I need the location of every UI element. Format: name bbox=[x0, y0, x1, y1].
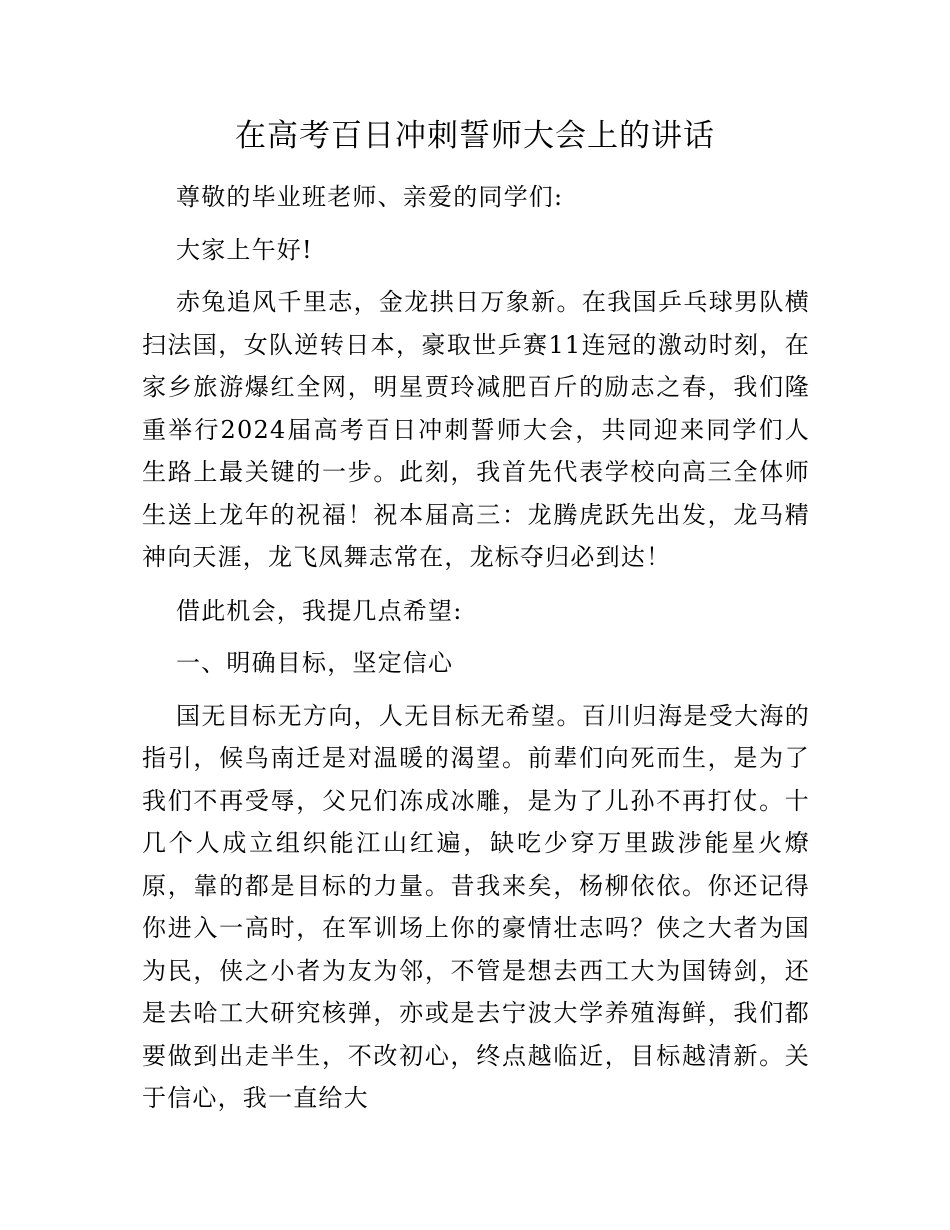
opening-paragraph: 赤兔追风千里志，金龙拱日万象新。在我国乒乓球男队横扫法国，女队逆转日本，豪取世乒赛11连冠的激动时刻，在家乡旅游爆红全网，明星贾玲减肥百斤的励志之春，我们隆重举行2024届高考百日冲刺誓师大会，共同迎来同学们人生路上最关键的一步。此刻，我首先代表学校向高三全体师生送上龙年的祝福！祝本届高三：龙腾虎跃先出发，龙马精神向天涯，龙飞凤舞志常在，龙标夺归必到达！ bbox=[142, 288, 810, 571]
greeting-paragraph: 大家上午好! bbox=[176, 235, 313, 264]
section-heading-1: 一、明确目标，坚定信心 bbox=[176, 649, 454, 677]
document-title: 在高考百日冲刺誓师大会上的讲话 bbox=[235, 118, 715, 154]
salutation-paragraph: 尊敬的毕业班老师、亲爱的同学们: bbox=[176, 183, 564, 211]
transition-paragraph: 借此机会，我提几点希望: bbox=[176, 596, 463, 625]
document-body bbox=[142, 176, 810, 1131]
section-1-paragraph: 国无目标无方向，人无目标无希望。百川归海是受大海的指引，候鸟南迁是对温暖的渴望。前辈们向死而生，是为了我们不再受辱，父兄们冻成冰雕，是为了儿孙不再打仗。十几个人成立组织能江山红遍，缺吃少穿万里跋涉能星火燎原，靠的都是目标的力量。昔我来矣，杨柳依依。你还记得你进入一高时，在军训场上你的豪情壮志吗？侠之大者为国为民，侠之小者为友为邻，不管是想去西工大为国铸剑，还是去哈工大研究核弹，亦或是去宁波大学养殖海鲜，我们都要做到出走半生，不改初心，终点越临近，目标越清新。关于信心，我一直给大 bbox=[142, 701, 810, 1112]
